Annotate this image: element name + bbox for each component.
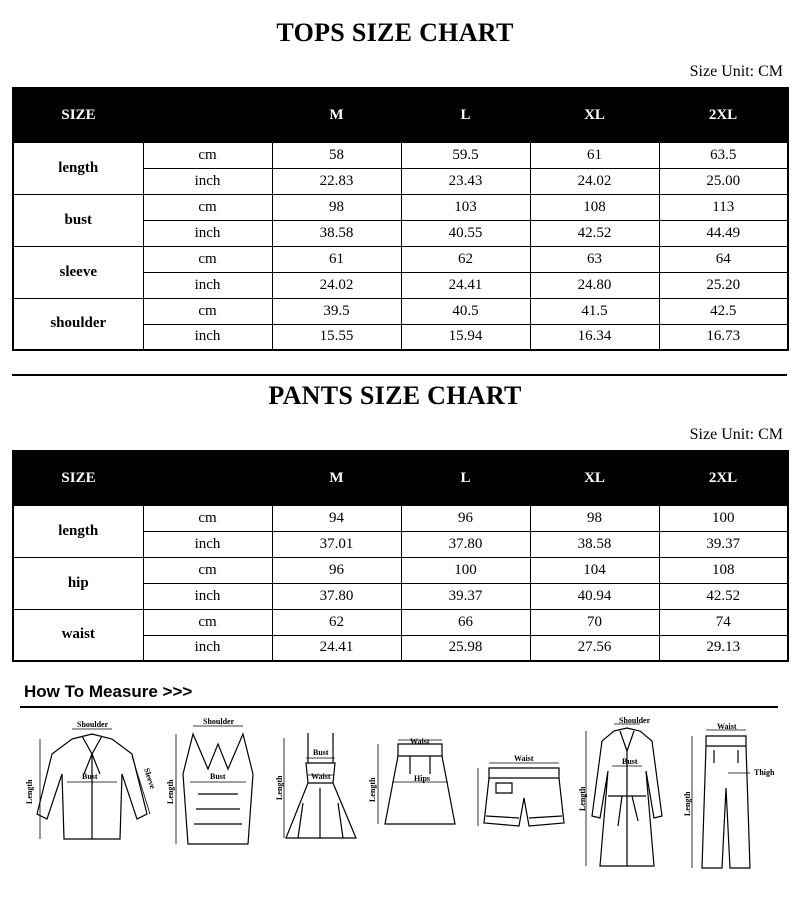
- waist-label: Waist: [410, 737, 430, 746]
- measurement-name: bust: [13, 194, 143, 246]
- size-header-cell: SIZE: [13, 451, 143, 505]
- coat-measure-figure: [578, 716, 672, 876]
- value-cell: 16.34: [530, 324, 659, 350]
- length-label: Length: [166, 779, 175, 804]
- value-cell: 25.20: [659, 272, 788, 298]
- measurement-name: sleeve: [13, 246, 143, 298]
- pants-size-table: [12, 450, 789, 662]
- unit-cell: inch: [143, 272, 272, 298]
- size-header-m: M: [272, 451, 401, 505]
- length-label: Length: [578, 786, 587, 811]
- table-row: [13, 505, 788, 531]
- value-cell: 24.02: [272, 272, 401, 298]
- value-cell: 61: [272, 246, 401, 272]
- pants-size-unit-note: Size Unit: CM: [689, 426, 783, 443]
- unit-cell: inch: [143, 220, 272, 246]
- value-cell: 94: [272, 505, 401, 531]
- skirt-measure-figure: [370, 734, 465, 834]
- value-cell: 61: [530, 142, 659, 168]
- value-cell: 40.94: [530, 583, 659, 609]
- value-cell: 64: [659, 246, 788, 272]
- how-to-measure-heading: How To Measure >>>: [24, 682, 193, 701]
- tops-size-table: [12, 87, 789, 351]
- blouse-measure-figure: [22, 714, 162, 854]
- waist-label: Waist: [717, 722, 737, 731]
- value-cell: 39.37: [659, 531, 788, 557]
- value-cell: 104: [530, 557, 659, 583]
- shoulder-label: Shoulder: [77, 720, 109, 729]
- length-label: Length: [25, 779, 34, 804]
- bust-label: Bust: [622, 757, 638, 766]
- unit-cell: inch: [143, 168, 272, 194]
- value-cell: 23.43: [401, 168, 530, 194]
- header-spacer: [143, 88, 272, 142]
- size-header-2xl: 2XL: [659, 88, 788, 142]
- value-cell: 62: [401, 246, 530, 272]
- value-cell: 39.37: [401, 583, 530, 609]
- unit-cell: cm: [143, 505, 272, 531]
- bust-label: Bust: [210, 772, 226, 781]
- value-cell: 24.41: [401, 272, 530, 298]
- value-cell: 42.52: [659, 583, 788, 609]
- value-cell: 98: [272, 194, 401, 220]
- value-cell: 15.94: [401, 324, 530, 350]
- unit-cell: cm: [143, 609, 272, 635]
- tops-size-unit-note: Size Unit: CM: [689, 63, 783, 80]
- size-header-m: M: [272, 88, 401, 142]
- shoulder-label: Shoulder: [203, 717, 235, 726]
- unit-cell: inch: [143, 583, 272, 609]
- size-header-xl: XL: [530, 451, 659, 505]
- value-cell: 37.80: [272, 583, 401, 609]
- value-cell: 37.80: [401, 531, 530, 557]
- size-header-xl: XL: [530, 88, 659, 142]
- value-cell: 59.5: [401, 142, 530, 168]
- value-cell: 37.01: [272, 531, 401, 557]
- value-cell: 38.58: [272, 220, 401, 246]
- value-cell: 113: [659, 194, 788, 220]
- value-cell: 100: [401, 557, 530, 583]
- table-row: [13, 194, 788, 220]
- thigh-label: Thigh: [754, 768, 775, 777]
- unit-cell: inch: [143, 635, 272, 661]
- value-cell: 27.56: [530, 635, 659, 661]
- value-cell: 41.5: [530, 298, 659, 324]
- value-cell: 96: [272, 557, 401, 583]
- value-cell: 39.5: [272, 298, 401, 324]
- table-row: [13, 298, 788, 324]
- table-row: [13, 557, 788, 583]
- unit-cell: cm: [143, 194, 272, 220]
- value-cell: 100: [659, 505, 788, 531]
- unit-cell: cm: [143, 142, 272, 168]
- how-to-measure-divider: [20, 706, 778, 708]
- value-cell: 96: [401, 505, 530, 531]
- value-cell: 103: [401, 194, 530, 220]
- value-cell: 24.80: [530, 272, 659, 298]
- pants-chart-title: PANTS SIZE CHART: [268, 381, 522, 410]
- length-label: Length: [683, 791, 692, 816]
- sleeve-label: Sleeve: [142, 766, 158, 790]
- unit-cell: cm: [143, 557, 272, 583]
- value-cell: 38.58: [530, 531, 659, 557]
- shorts-measure-figure: [474, 748, 574, 833]
- value-cell: 15.55: [272, 324, 401, 350]
- table-header-row: [13, 451, 788, 505]
- table-row: [13, 142, 788, 168]
- bust-label: Bust: [313, 748, 329, 757]
- value-cell: 16.73: [659, 324, 788, 350]
- length-label: Length: [275, 775, 284, 800]
- value-cell: 63.5: [659, 142, 788, 168]
- value-cell: 42.5: [659, 298, 788, 324]
- unit-cell: cm: [143, 246, 272, 272]
- value-cell: 44.49: [659, 220, 788, 246]
- measurement-name: length: [13, 505, 143, 557]
- value-cell: 40.55: [401, 220, 530, 246]
- waist-label: Waist: [311, 772, 331, 781]
- table-header-row: [13, 88, 788, 142]
- value-cell: 29.13: [659, 635, 788, 661]
- waist-label: Waist: [514, 754, 534, 763]
- length-label: Length: [368, 777, 377, 802]
- header-spacer: [143, 451, 272, 505]
- measurement-name: length: [13, 142, 143, 194]
- trousers-measure-figure: [684, 718, 780, 878]
- measurement-name: waist: [13, 609, 143, 661]
- tops-chart-title: TOPS SIZE CHART: [276, 18, 514, 47]
- section-divider: [12, 374, 787, 376]
- hips-label: Hips: [414, 774, 431, 783]
- measurement-name: hip: [13, 557, 143, 609]
- value-cell: 62: [272, 609, 401, 635]
- value-cell: 42.52: [530, 220, 659, 246]
- size-header-2xl: 2XL: [659, 451, 788, 505]
- value-cell: 40.5: [401, 298, 530, 324]
- bust-label: Bust: [82, 772, 98, 781]
- value-cell: 70: [530, 609, 659, 635]
- value-cell: 24.02: [530, 168, 659, 194]
- value-cell: 66: [401, 609, 530, 635]
- vest-measure-figure: [168, 714, 268, 854]
- value-cell: 24.41: [272, 635, 401, 661]
- value-cell: 25.98: [401, 635, 530, 661]
- unit-cell: inch: [143, 324, 272, 350]
- table-row: [13, 246, 788, 272]
- size-header-cell: SIZE: [13, 88, 143, 142]
- value-cell: 108: [659, 557, 788, 583]
- value-cell: 108: [530, 194, 659, 220]
- shoulder-label: Shoulder: [619, 716, 651, 725]
- value-cell: 25.00: [659, 168, 788, 194]
- value-cell: 63: [530, 246, 659, 272]
- dress-measure-figure: [275, 728, 363, 848]
- size-header-l: L: [401, 88, 530, 142]
- measurement-name: shoulder: [13, 298, 143, 350]
- value-cell: 74: [659, 609, 788, 635]
- unit-cell: cm: [143, 298, 272, 324]
- value-cell: 58: [272, 142, 401, 168]
- table-row: [13, 609, 788, 635]
- unit-cell: inch: [143, 531, 272, 557]
- size-header-l: L: [401, 451, 530, 505]
- value-cell: 98: [530, 505, 659, 531]
- value-cell: 22.83: [272, 168, 401, 194]
